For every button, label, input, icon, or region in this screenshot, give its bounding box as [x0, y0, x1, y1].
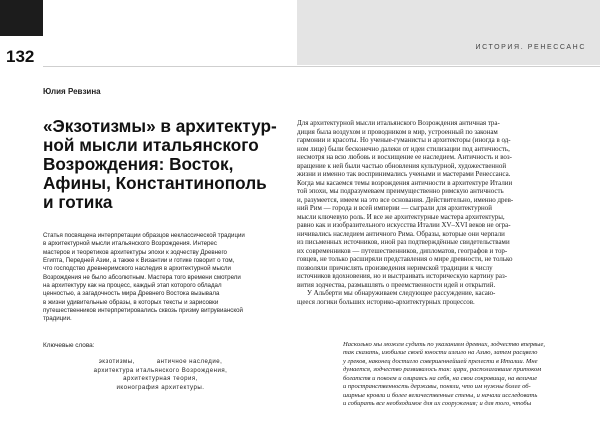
keywords-label: Ключевые слова: [43, 342, 95, 349]
abstract-line: что господство древнеримского наследия в архитектурной мысли [43, 265, 231, 273]
abstract-line: традиции. [43, 315, 72, 323]
body-line: из письменных источников, иной раз подтверждённые свидетельствами [297, 238, 510, 246]
body-line: жизни и именно так воспринимались учеными и мастерами Ренессанса. [297, 170, 511, 178]
body-line: равно как и изобразительного искусства Италии XV–XVI веков не огра- [297, 221, 511, 229]
quote-line: ширные кровли и более величественные стены, и начали исследовать [343, 391, 538, 399]
running-head-bar [297, 0, 600, 65]
body-line: диция была воздухом и проводником в мир, устроенный по законам [297, 127, 498, 136]
abstract-line: Египта, Передней Азии, а также к Византии и готике говорит о том, [43, 257, 235, 265]
quote-line: и собирать все необходимое для их сооружения; и для того, чтобы [343, 400, 532, 408]
quote-line: так сказать, изобилие своей юности излило на Азию, затем расцвело [343, 349, 538, 357]
block-quote [343, 341, 590, 409]
abstract-line: Статья посвящена интерпретации образцов неклассической традиции [43, 232, 245, 239]
abstract-line: Возрождения не было абсолютным. Мастера того времени смотрели [43, 273, 241, 281]
title-line: и готика [43, 192, 113, 212]
keywords-line: иконография архитектуры. [116, 383, 205, 391]
body-line: Для архитектурной мысли итальянского Возрождения античная тра- [297, 119, 500, 127]
title-line: «Экзотизмы» в архитектур- [43, 116, 277, 136]
body-text [297, 119, 587, 306]
keywords-line: экзотизмы, античное наследие, [98, 358, 223, 365]
body-line: ном лице) были бесконечно далеки от идеи стилизации под античность, [297, 144, 510, 153]
page-number: 132 [6, 47, 35, 66]
keywords-line: архитектурная теория, [123, 375, 198, 383]
body-line: говцев, не только расширяли представления о мире древности, не только [297, 255, 513, 263]
body-line: щееся логики больших историко-архитектурных процессов. [297, 297, 475, 306]
body-line: несмотря на всю любовь и восхищение ее наследием. Античность и воз- [297, 153, 512, 161]
body-line: и, разумеется, имеем на это все основания. Действительно, именно древ- [297, 195, 514, 204]
body-line: источников вдохновения, но и выстраивать историческую картину раз- [297, 272, 508, 280]
body-line: позволяли причислять произведения неримской традиции к числу [297, 263, 493, 272]
body-line: Когда мы касаемся темы возрождения античности в архитектуре Италии [297, 178, 513, 187]
abstract [43, 232, 278, 324]
body-line: У Альберти мы обнаруживаем следующее рассуждение, касаю- [307, 289, 496, 297]
quote-line: богатств и покоем и озираясь на себя, на свои сокровища, на величие [343, 374, 538, 382]
author-name: Юлия Ревзина [43, 87, 101, 96]
body-line: вращение к ней были частью обновления культурной, художественной [297, 161, 507, 170]
title-line: Возрождения: Восток, [43, 154, 234, 174]
abstract-line: ценностью, а загадочность мира Древнего Востока вызывала [43, 290, 220, 298]
body-line: той эпохи, мы подразумеваем преимущественно римскую античность [297, 187, 504, 195]
body-line: мысли ключевую роль. И все же архитектурные мастера архитектуры, [297, 212, 505, 221]
running-head: ИСТОРИЯ. РЕНЕССАНС [475, 44, 586, 51]
quote-line: думается, зодчество развивалось так: цари, располагавшие притоком [343, 366, 542, 374]
header-rule [43, 66, 600, 67]
keywords-line: архитектура итальянского Возрождения, [93, 366, 228, 374]
title-line: ной мысли итальянского [43, 135, 259, 155]
abstract-line: в архитектурной мысли итальянского Возрождения. Интерес [43, 240, 217, 248]
abstract-line: на архитектуру как на процесс, каждый этап которого обладал [43, 282, 222, 290]
title-line: Афины, Константинополь [43, 173, 267, 193]
body-line: их современников — путешественников, дипломатов, географов и тор- [297, 246, 508, 255]
black-corner-block [0, 0, 43, 36]
body-line: гармонии и красоты. Но ученые-гуманисты и архитекторы (иногда в од- [297, 136, 511, 144]
body-line: ничивались наследием античного Рима. Образы, которые они черпали [297, 229, 505, 238]
quote-line: и пространственность державы, поняли, что им нужны более об- [343, 383, 531, 391]
abstract-line: путешественников интерпретировались сквозь призму витрувианской [43, 307, 243, 315]
body-line: ний Рим — города и всей империи — сыграли для архитектурной [297, 204, 492, 212]
article-title [43, 117, 278, 212]
body-line: вития зодчества, размышлять о преемственности идей и открытий. [297, 280, 496, 289]
quote-line: Насколько мы можем судить по указаниям древних, зодчество впервые, [343, 341, 545, 348]
abstract-line: в жизни удивительные образы, в которых тексты и зарисовки [43, 298, 219, 306]
quote-line: у греков, наконец достигло совершеннейшей прелести в Италии. Мне [343, 357, 538, 365]
abstract-line: мастеров и теоретиков архитектуры эпохи к зодчеству Древнего [43, 248, 227, 256]
keywords [43, 358, 278, 392]
